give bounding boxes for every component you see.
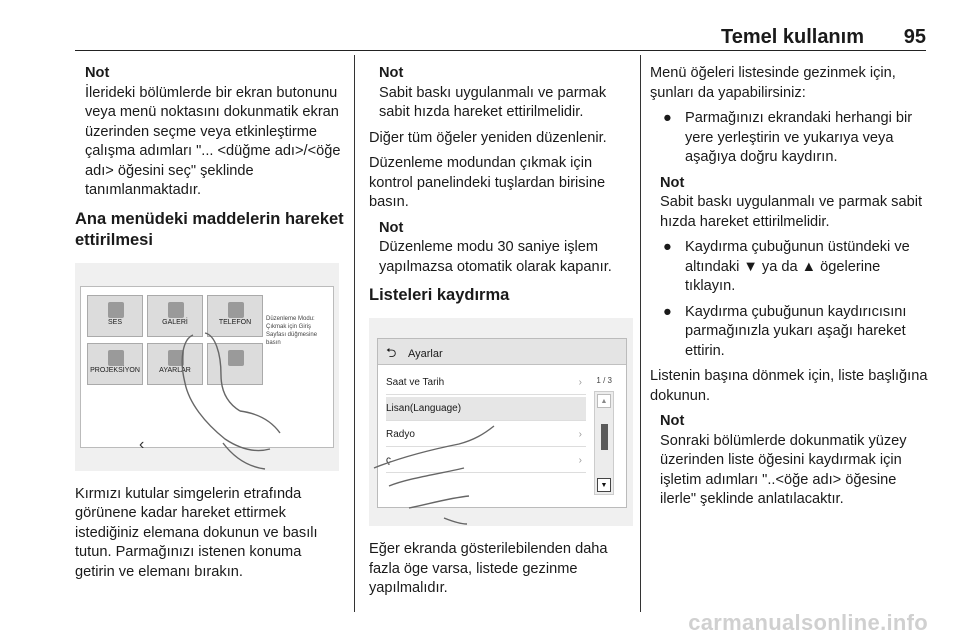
note-title: Not xyxy=(85,65,110,81)
note-title: Not xyxy=(379,65,404,81)
hand-illustration xyxy=(75,263,339,471)
list-title: Ayarlar xyxy=(408,348,443,360)
scroll-up-icon: ▲ xyxy=(597,394,611,408)
bullet-icon: ● xyxy=(663,239,672,255)
tile-projeksiyon: PROJEKSİYON xyxy=(87,343,143,385)
note-title: Not xyxy=(660,174,685,191)
bullet-list xyxy=(650,238,932,361)
note-text: Sabit baskı uygulanmalı ve parmak sabit hızda hareket ettirilmelidir. xyxy=(660,194,923,230)
tile-telefon: TELEFON xyxy=(207,295,263,337)
tile-galeri: GALERİ xyxy=(147,295,203,337)
note-text: İlerideki bölümlerde bir ekran butonunu veya menü noktasını dokunmatik ekran üzerinden seçme veya etkinleştirme çalışma adımları "... <düğme adı>/<öğe adı> öğesini seç" şeklinde tanımlanmaktadır. xyxy=(85,84,341,198)
section-heading: Listeleri kaydırma xyxy=(369,286,510,304)
header-rule xyxy=(75,50,926,51)
chevron-right-icon: › xyxy=(578,377,582,388)
watermark: carmanualsonline.info xyxy=(688,610,928,635)
column-1 xyxy=(75,64,345,588)
list-item: Lisan(Language) xyxy=(386,397,586,421)
body-text: Listenin başına dönmek için, liste başlığına dokunun. xyxy=(650,368,928,404)
list-item: ● Parmağınızı ekrandaki herhangi bir yere yerleştirin ve yukarıya veya aşağıya doğru kaydırın. xyxy=(663,110,913,165)
column-divider xyxy=(640,55,641,612)
note xyxy=(650,174,932,233)
list-item: ● Kaydırma çubuğunun üstündeki ve altındaki ▼ ya da ▲ ögelerine tıklayın. xyxy=(663,239,910,294)
body-text: Eğer ekranda gösterilebilenden daha fazla öge varsa, listede gezinme yapılmalıdır. xyxy=(369,541,608,596)
body-text: Kırmızı kutular simgelerin etrafında görünene kadar hareket ettirmek istediğiniz elemana dokunun ve basılı tutun. Parmağınızı istenen konuma getirin ve elemanı bırakın. xyxy=(75,485,318,580)
column-2 xyxy=(369,64,634,605)
tile-ayarlar: AYARLAR xyxy=(147,343,203,385)
column-3 xyxy=(650,64,932,516)
back-arrow-icon: ⮌ xyxy=(386,345,397,360)
bullet-icon: ● xyxy=(663,303,672,320)
list-scroll-figure xyxy=(369,318,633,526)
note xyxy=(369,219,634,278)
list-item: Saat ve Tarih › xyxy=(386,371,586,395)
note-title: Not xyxy=(660,413,685,429)
body-text: Düzenleme modundan çıkmak için kontrol panelindeki tuşlardan birisine basın. xyxy=(369,155,606,210)
home-menu-figure xyxy=(75,263,339,471)
edit-mode-text: Düzenleme Modu: Çıkmak için Giriş Sayfası düğmesine basın xyxy=(266,315,318,346)
tile-ses: SES xyxy=(87,295,143,337)
note-text: Düzenleme modu 30 saniye işlem yapılmazsa otomatik olarak kapanır. xyxy=(379,239,612,275)
hand-illustration xyxy=(369,318,633,526)
section-heading: Ana menüdeki maddelerin hareket ettirilmesi xyxy=(75,209,344,249)
bullet-list xyxy=(650,109,932,168)
note-title: Not xyxy=(379,219,404,236)
page-indicator: 1 / 3 xyxy=(596,376,612,385)
page-header xyxy=(75,24,926,48)
page-number: 95 xyxy=(903,26,926,48)
chevron-left-icon: ‹ xyxy=(139,435,145,453)
column-divider xyxy=(354,55,355,612)
section-title: Temel kullanım xyxy=(720,26,864,48)
body-text: Menü öğeleri listesinde gezinmek için, şunları da yapabilirsiniz: xyxy=(650,65,896,101)
body-text: Diğer tüm öğeler yeniden düzenlenir. xyxy=(369,129,607,146)
list-item: Radyo › xyxy=(386,423,586,447)
note xyxy=(369,64,634,123)
bullet-icon: ● xyxy=(663,110,672,126)
list-item: ç › xyxy=(386,449,586,473)
list-item: ● Kaydırma çubuğunun kaydırıcısını parmağınızla yukarı aşağı hareket ettirin. xyxy=(663,303,907,359)
scroll-down-icon: ▼ xyxy=(597,478,611,492)
note-text: Sabit baskı uygulanmalı ve parmak sabit hızda hareket ettirilmelidir. xyxy=(379,84,607,120)
chevron-right-icon: › xyxy=(578,455,582,466)
note xyxy=(75,64,345,201)
chevron-right-icon: › xyxy=(578,429,582,440)
note-text: Sonraki bölümlerde dokunmatik yüzey üzerinden liste öğesini kaydırmak için işletim adımları "..<öğe adı> öğesine ilerle" şeklinde anlatılacaktır. xyxy=(660,432,907,507)
note xyxy=(650,412,932,510)
